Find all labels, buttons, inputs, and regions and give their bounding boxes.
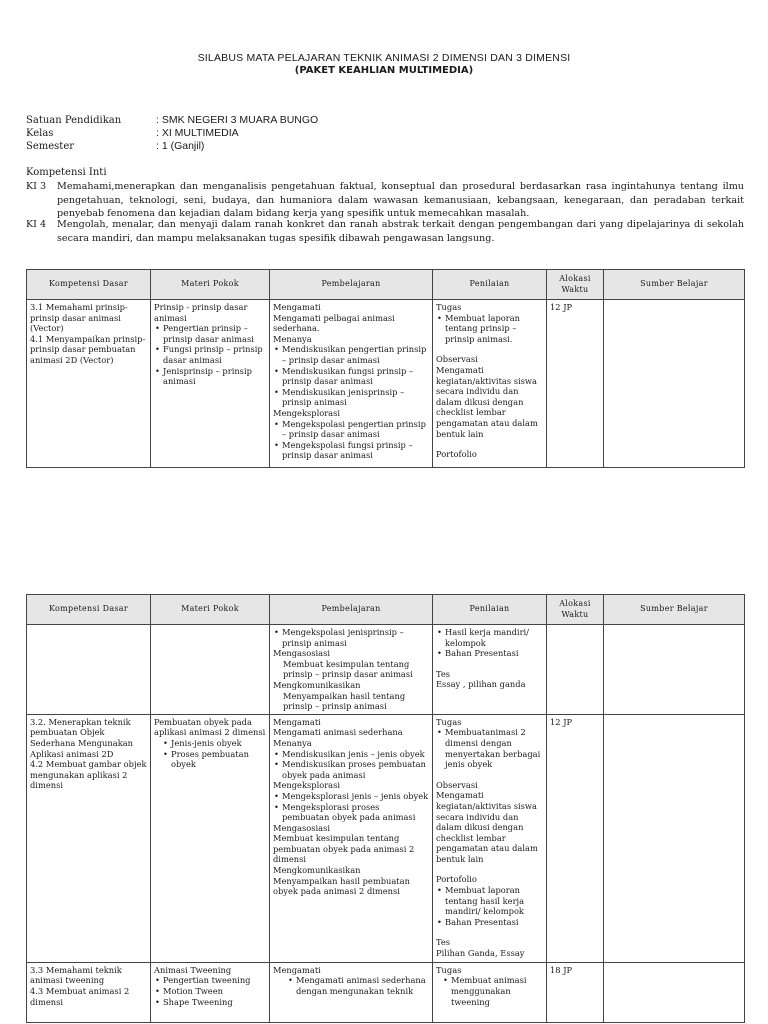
pembelajaran-cell: [270, 625, 433, 715]
document-subtitle: (PAKET KEAHLIAN MULTIMEDIA): [294, 65, 474, 76]
pembelajaran-cell: [270, 962, 433, 1022]
list-item: • Mengeksplorasi proses pembuatan obyek pada animasi: [273, 802, 429, 823]
list-item: • Mengekspolasi pengertian prinsip – prinsip dasar animasi: [273, 419, 429, 440]
penilaian-cell: [433, 714, 547, 962]
step-heading: Portofolio: [436, 874, 477, 885]
mp-intro: Pembuatan obyek pada aplikasi animasi 2 dimensi: [154, 716, 266, 738]
step-heading: Mengamati: [273, 964, 321, 975]
ki-heading: Kompetensi Inti: [26, 167, 107, 178]
step-heading: Observasi: [436, 354, 478, 365]
table-row: [27, 714, 745, 962]
step-heading: Tes: [436, 668, 451, 679]
list-item: • Mengamati animasi sederhana dengan mengunakan teknik: [287, 975, 429, 996]
table-row: [27, 962, 745, 1022]
step-heading: Tugas: [436, 302, 462, 312]
mp-cell: [151, 962, 270, 1022]
list-item: • Mengeksplorasi jenis – jenis obyek: [273, 791, 429, 802]
kd-item: 4.1 Menyampaikan prinsip-prinsip dasar pembuatan animasi 2D (Vector): [30, 333, 146, 365]
column-header: Alokasi Waktu: [547, 270, 604, 300]
list-item: • Mengekspolasi jenisprinsip – prinsip animasi: [273, 627, 429, 648]
ident-row-kelas: [26, 127, 239, 139]
ki-text: Memahami,menerapkan dan menganalisis pengetahuan faktual, konseptual dan prosedural berdasarkan rasa ingintahunya tentang ilmu pengetahuan, teknologi, seni, budaya, dan humaniora dalam wawasan kemanusiaan, kebangsaan, kenegaraan, dan peradaban terkait penyebab fenomena dan kejadian dalam bidang kerja yang spesifik untuk memecahkan masalah.: [57, 181, 744, 219]
step-heading: Menanya: [273, 333, 312, 344]
step-text: Menyampaikan hasil pembuatan obyek pada animasi 2 dimensi: [273, 875, 410, 897]
list-item: • Jenisprinsip – prinsip animasi: [154, 366, 266, 387]
step-heading: Tugas: [436, 964, 462, 975]
ki-code: KI 3: [26, 181, 47, 192]
step-heading: Portofolio: [436, 449, 477, 460]
sumber-cell: [604, 714, 745, 962]
kd-item: 3.1 Memahami prinsip-prinsip dasar animasi (Vector): [30, 302, 128, 334]
step-heading: Menanya: [273, 737, 312, 748]
column-header: Penilaian: [433, 595, 547, 625]
table-header-row: [27, 270, 745, 300]
column-header: Sumber Belajar: [604, 595, 745, 625]
table-header-row: [27, 595, 745, 625]
penilaian-cell: [433, 962, 547, 1022]
penilaian-cell: [433, 625, 547, 715]
step-text: Pilihan Ganda, Essay: [436, 948, 525, 959]
step-heading: Tugas: [436, 716, 462, 727]
syllabus-table-1: [26, 269, 745, 468]
ident-row-satuan: [26, 114, 318, 126]
step-heading: Tes: [436, 937, 451, 948]
ki-3: [26, 180, 744, 221]
list-item: • Motion Tween: [154, 986, 266, 997]
step-text: Mengamati kegiatan/aktivitas siswa secara individu dan dalam dikusi dengan checklist lembar pengamatan atau dalam bentuk lain: [436, 364, 538, 439]
pembelajaran-cell: [270, 300, 433, 468]
sumber-cell: [604, 625, 745, 715]
step-heading: Mengeksplorasi: [273, 780, 341, 791]
sumber-cell: [604, 300, 745, 468]
ident-row-semester: [26, 140, 204, 152]
column-header: Sumber Belajar: [604, 270, 745, 300]
list-item: • Pengertian tweening: [154, 975, 266, 986]
column-header: Kompetensi Dasar: [27, 270, 151, 300]
waktu-cell: 12 JP: [547, 300, 604, 468]
kd-cell: [27, 714, 151, 962]
kd-cell: [27, 962, 151, 1022]
list-item: • Jenis-jenis obyek: [162, 738, 266, 749]
column-header: Materi Pokok: [151, 270, 270, 300]
step-heading: Mengamati: [273, 716, 321, 727]
document-title: SILABUS MATA PELAJARAN TEKNIK ANIMASI 2 DIMENSI DAN 3 DIMENSI: [197, 52, 571, 64]
step-text: Essay , pilihan ganda: [436, 679, 526, 690]
step-text: Mengamati kegiatan/aktivitas siswa secara individu dan dalam dikusi dengan checklist lembar pengamatan atau dalam bentuk lain: [436, 790, 538, 864]
waktu-cell: 12 JP: [547, 714, 604, 962]
column-header: Penilaian: [433, 270, 547, 300]
ident-label: Satuan Pendidikan: [26, 115, 122, 126]
ident-value: : XI MULTIMEDIA: [156, 127, 239, 139]
list-item: • Mendiskusikan pengertian prinsip – prinsip dasar animasi: [273, 344, 429, 365]
step-heading: Observasi: [436, 779, 478, 790]
list-item: • Pengertian prinsip – prinsip dasar animasi: [154, 323, 266, 344]
waktu-cell: 18 JP: [547, 962, 604, 1022]
step-heading: Mengasosiasi: [273, 822, 331, 833]
step-heading: Mengasosiasi: [273, 648, 331, 659]
column-header: Alokasi Waktu: [547, 595, 604, 625]
step-text: Membuat kesimpulan tentang prinsip – prinsip dasar animasi: [283, 658, 413, 680]
list-item: • Fungsi prinsip – prinsip dasar animasi: [154, 344, 266, 365]
step-heading: Mengkomunikasikan: [273, 865, 361, 876]
waktu-cell: [547, 625, 604, 715]
ident-value: : SMK NEGERI 3 MUARA BUNGO: [156, 114, 319, 126]
list-item: • Mendiskusikan jenis – jenis obyek: [273, 749, 429, 760]
mp-intro: Animasi Tweening: [154, 964, 232, 975]
list-item: • Membuat animasi menggunakan tweening: [442, 975, 543, 1007]
sumber-cell: [604, 962, 745, 1022]
list-item: • Bahan Presentasi: [436, 917, 543, 928]
ki-4: [26, 218, 744, 245]
list-item: • Membuat laporan tentang hasil kerja mandiri/ kelompok: [436, 885, 543, 917]
column-header: Pembelajaran: [270, 270, 433, 300]
mp-cell: [151, 625, 270, 715]
step-text: Mengamati pelbagai animasi sederhana.: [273, 312, 395, 334]
kd-item: 3.3 Memahami teknik animasi tweening: [30, 964, 122, 986]
syllabus-table-2: [26, 594, 745, 1023]
list-item: • Mengekspolasi fungsi prinsip – prinsip dasar animasi: [273, 440, 429, 461]
penilaian-cell: [433, 300, 547, 468]
ident-label: Semester: [26, 141, 75, 152]
table-row: [27, 300, 745, 468]
mp-cell: [151, 300, 270, 468]
step-heading: Mengeksplorasi: [273, 407, 341, 418]
pembelajaran-cell: [270, 714, 433, 962]
step-text: Menyampaikan hasil tentang prinsip – prinsip animasi: [283, 690, 406, 712]
column-header: Pembelajaran: [270, 595, 433, 625]
step-heading: Mengamati: [273, 302, 321, 312]
list-item: • Hasil kerja mandiri/ kelompok: [436, 627, 543, 648]
list-item: • Proses pembuatan obyek: [162, 749, 266, 770]
kd-cell: [27, 625, 151, 715]
list-item: • Mendiskusikan jenisprinsip – prinsip animasi: [273, 387, 429, 408]
mp-cell: [151, 714, 270, 962]
kd-item: 4.3 Membuat animasi 2 dimensi: [30, 985, 130, 1007]
step-text: Membuat kesimpulan tentang pembuatan obyek pada animasi 2 dimensi: [273, 833, 415, 865]
kd-item: 3.2. Menerapkan teknik pembuatan Objek Sederhana Mengunakan Aplikasi animasi 2D: [30, 716, 134, 759]
list-item: • Mendiskusikan proses pembuatan obyek pada animasi: [273, 759, 429, 780]
kd-cell: [27, 300, 151, 468]
ident-value: : 1 (Ganjil): [156, 140, 205, 152]
table-row: [27, 625, 745, 715]
mp-intro: Prinsip - prinsip dasar animasi: [154, 302, 248, 323]
step-heading: Mengkomunikasikan: [273, 679, 361, 690]
list-item: • Bahan Presentasi: [436, 648, 543, 659]
column-header: Materi Pokok: [151, 595, 270, 625]
list-item: • Mendiskusikan fungsi prinsip – prinsip dasar animasi: [273, 366, 429, 387]
list-item: • Membuatanimasi 2 dimensi dengan menyertakan berbagai jenis obyek: [436, 727, 543, 769]
step-text: Mengamati animasi sederhana: [273, 727, 403, 738]
list-item: • Shape Tweening: [154, 997, 266, 1008]
ki-code: KI 4: [26, 219, 47, 230]
kd-item: 4.2 Membuat gambar objek mengunakan aplikasi 2 dimensi: [30, 759, 147, 791]
list-item: • Membuat laporan tentang prinsip – prinsip animasi.: [436, 313, 543, 345]
ki-text: Mengolah, menalar, dan menyaji dalam ranah konkret dan ranah abstrak terkait dengan pengembangan dari yang dipelajarinya di sekolah secara mandiri, dan mampu melaksanakan tugas spesifik dibawah pengawasan langsung.: [57, 219, 744, 244]
ident-label: Kelas: [26, 128, 54, 139]
column-header: Kompetensi Dasar: [27, 595, 151, 625]
